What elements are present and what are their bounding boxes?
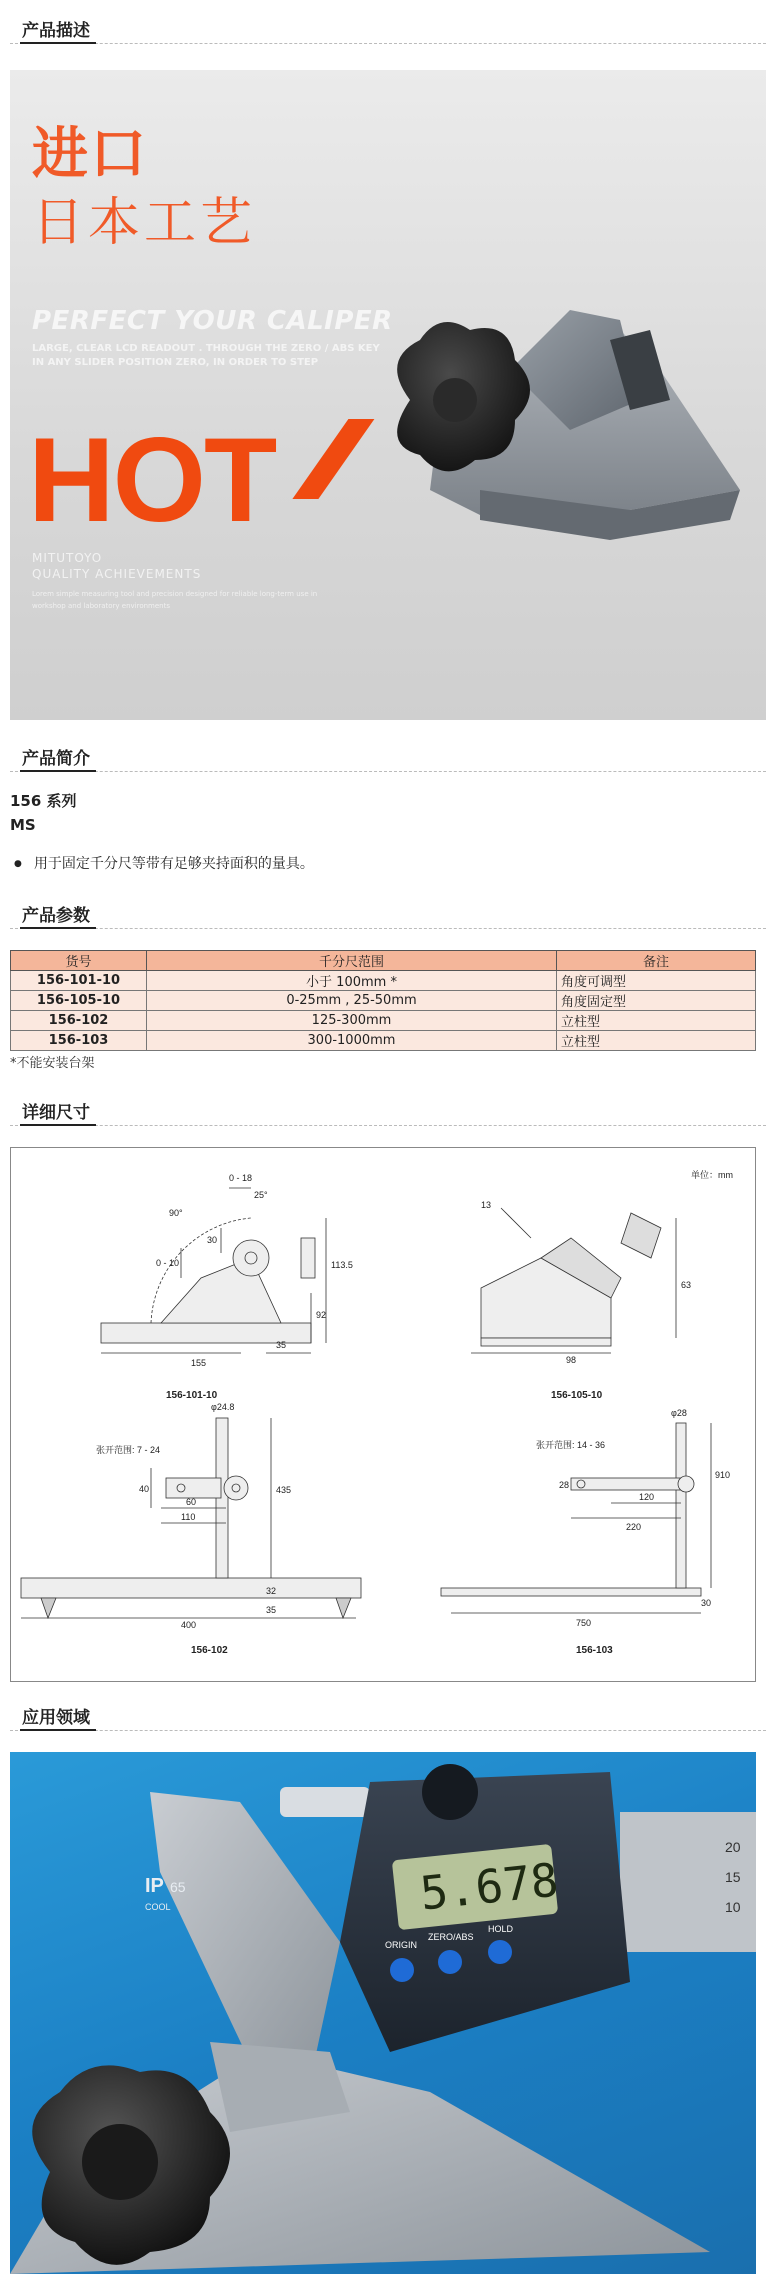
cell-code: 156-105-10 — [11, 991, 147, 1011]
table-footnote: *不能安装台架 — [10, 1056, 95, 1071]
dim-label: 98 — [566, 1355, 577, 1365]
stand-product-image — [10, 70, 766, 720]
model-caption: 156-105-10 — [551, 1390, 603, 1401]
section-header-intro — [10, 736, 766, 772]
hero-hot-text: HOT — [28, 413, 276, 547]
params-table — [10, 950, 756, 1051]
hero-subtitle: 日本工艺 — [32, 193, 257, 253]
drawing-156-103 — [441, 1423, 711, 1613]
dim-label: φ24.8 — [211, 1402, 235, 1412]
table-row — [11, 1031, 756, 1051]
dim-label: 90° — [169, 1208, 183, 1218]
dim-label: 40 — [139, 1484, 150, 1494]
application-photo — [10, 1752, 756, 2274]
cell-code: 156-102 — [11, 1011, 147, 1031]
ip-number: 65 — [170, 1879, 186, 1895]
dim-label: 32 — [266, 1586, 277, 1596]
cell-code: 156-101-10 — [11, 971, 147, 991]
unit-label: 单位：mm — [691, 1170, 733, 1180]
table-row — [11, 971, 756, 991]
section-header-description — [10, 8, 766, 44]
dim-label: 0 - 18 — [229, 1173, 253, 1183]
scale-label: 20 — [725, 1839, 741, 1855]
cell-note: 角度可调型 — [557, 971, 756, 991]
table-header-row — [11, 951, 756, 971]
lcd-reading: 5.678 — [417, 1852, 561, 1921]
col-header-note: 备注 — [557, 951, 756, 971]
dim-label: 910 — [715, 1470, 731, 1480]
dim-label: 63 — [681, 1280, 692, 1290]
section-underline — [20, 1729, 96, 1731]
hero-subtext: LARGE, CLEAR LCD READOUT . THROUGH THE ZERO / ABS KEY IN ANY SLIDER POSITION ZERO, IN ORDER TO STEP — [32, 343, 380, 368]
ip-sub: COOL — [145, 1902, 171, 1912]
dim-label: φ28 — [671, 1408, 687, 1418]
hero-tagline: PERFECT YOUR CALIPER — [32, 306, 393, 336]
cell-range: 0-25mm , 25-50mm — [147, 991, 557, 1011]
dim-label: 155 — [191, 1358, 207, 1368]
dim-label: 750 — [576, 1618, 592, 1628]
cell-note: 立柱型 — [557, 1011, 756, 1031]
section-underline — [20, 42, 96, 44]
cell-code: 156-103 — [11, 1031, 147, 1051]
zero-abs-label: ZERO/ABS — [428, 1932, 474, 1942]
dim-label: 28 — [559, 1480, 570, 1490]
cell-note: 角度固定型 — [557, 991, 756, 1011]
hold-label: HOLD — [488, 1924, 514, 1934]
model-label: MS — [10, 816, 36, 834]
dim-label: 92 — [316, 1310, 327, 1320]
hero-brand-line1: MITUTOYO — [32, 551, 103, 565]
ip-rating: IP — [145, 1875, 164, 1897]
dim-label: 120 — [639, 1492, 655, 1502]
dim-label: 60 — [186, 1497, 197, 1507]
model-caption: 156-102 — [191, 1645, 228, 1656]
hero-fine-print: Lorem simple measuring tool and precision designed for reliable long-term use in workshop and laboratory environments — [32, 590, 318, 610]
section-underline — [20, 927, 96, 929]
cell-range: 300-1000mm — [147, 1031, 557, 1051]
dim-label: 30 — [701, 1598, 712, 1608]
dim-label: 113.5 — [331, 1260, 353, 1270]
hero-title: 进口 — [32, 122, 148, 187]
section-header-application — [10, 1695, 766, 1731]
dim-label: 220 — [626, 1522, 642, 1532]
section-underline — [20, 1124, 96, 1126]
table-row — [11, 991, 756, 1011]
scale-label: 15 — [725, 1869, 741, 1885]
section-underline — [20, 770, 96, 772]
dim-label: 35 — [276, 1340, 287, 1350]
section-title: 产品描述 — [22, 21, 90, 41]
cell-range: 小于 100mm * — [147, 971, 557, 991]
dimension-drawing — [10, 1147, 756, 1682]
dim-label: 35 — [266, 1605, 277, 1615]
hero-brand-line2: QUALITY ACHIEVEMENTS — [32, 567, 202, 581]
model-caption: 156-101-10 — [166, 1390, 218, 1401]
scale-label: 10 — [725, 1899, 741, 1915]
dim-label: 400 — [181, 1620, 197, 1630]
dim-label: 13 — [481, 1200, 492, 1210]
dim-label: 435 — [276, 1485, 292, 1495]
drawing-156-105-10 — [471, 1208, 676, 1353]
col-header-range: 千分尺范围 — [147, 951, 557, 971]
section-title: 详细尺寸 — [22, 1103, 90, 1123]
series-label: 156 系列 — [10, 792, 77, 810]
dim-label: 30 — [207, 1235, 218, 1245]
dim-label: 张开范围: 7 - 24 — [96, 1445, 161, 1455]
intro-bullet: ● 用于固定千分尺等带有足够夹持面积的量具。 — [14, 853, 314, 873]
dim-label: 25° — [254, 1190, 268, 1200]
table-row — [11, 1011, 756, 1031]
hero-banner — [10, 70, 766, 720]
cell-range: 125-300mm — [147, 1011, 557, 1031]
drawing-156-101-10 — [101, 1188, 326, 1353]
zero-abs-button[interactable] — [438, 1950, 462, 1974]
section-title: 应用领域 — [22, 1708, 90, 1728]
col-header-code: 货号 — [11, 951, 147, 971]
dimension-svg — [11, 1148, 755, 1681]
origin-button[interactable] — [390, 1958, 414, 1982]
application-svg — [10, 1752, 756, 2274]
cell-note: 立柱型 — [557, 1031, 756, 1051]
dim-label: 0 - 10 — [156, 1258, 180, 1268]
dim-label: 张开范围: 14 - 36 — [536, 1440, 606, 1450]
model-caption: 156-103 — [576, 1645, 613, 1656]
section-title: 产品参数 — [22, 906, 90, 926]
section-header-dimensions — [10, 1090, 766, 1126]
dim-label: 110 — [181, 1512, 196, 1522]
origin-label: ORIGIN — [385, 1940, 418, 1950]
section-header-params — [10, 893, 766, 929]
section-title: 产品简介 — [22, 749, 90, 769]
hold-button[interactable] — [488, 1940, 512, 1964]
